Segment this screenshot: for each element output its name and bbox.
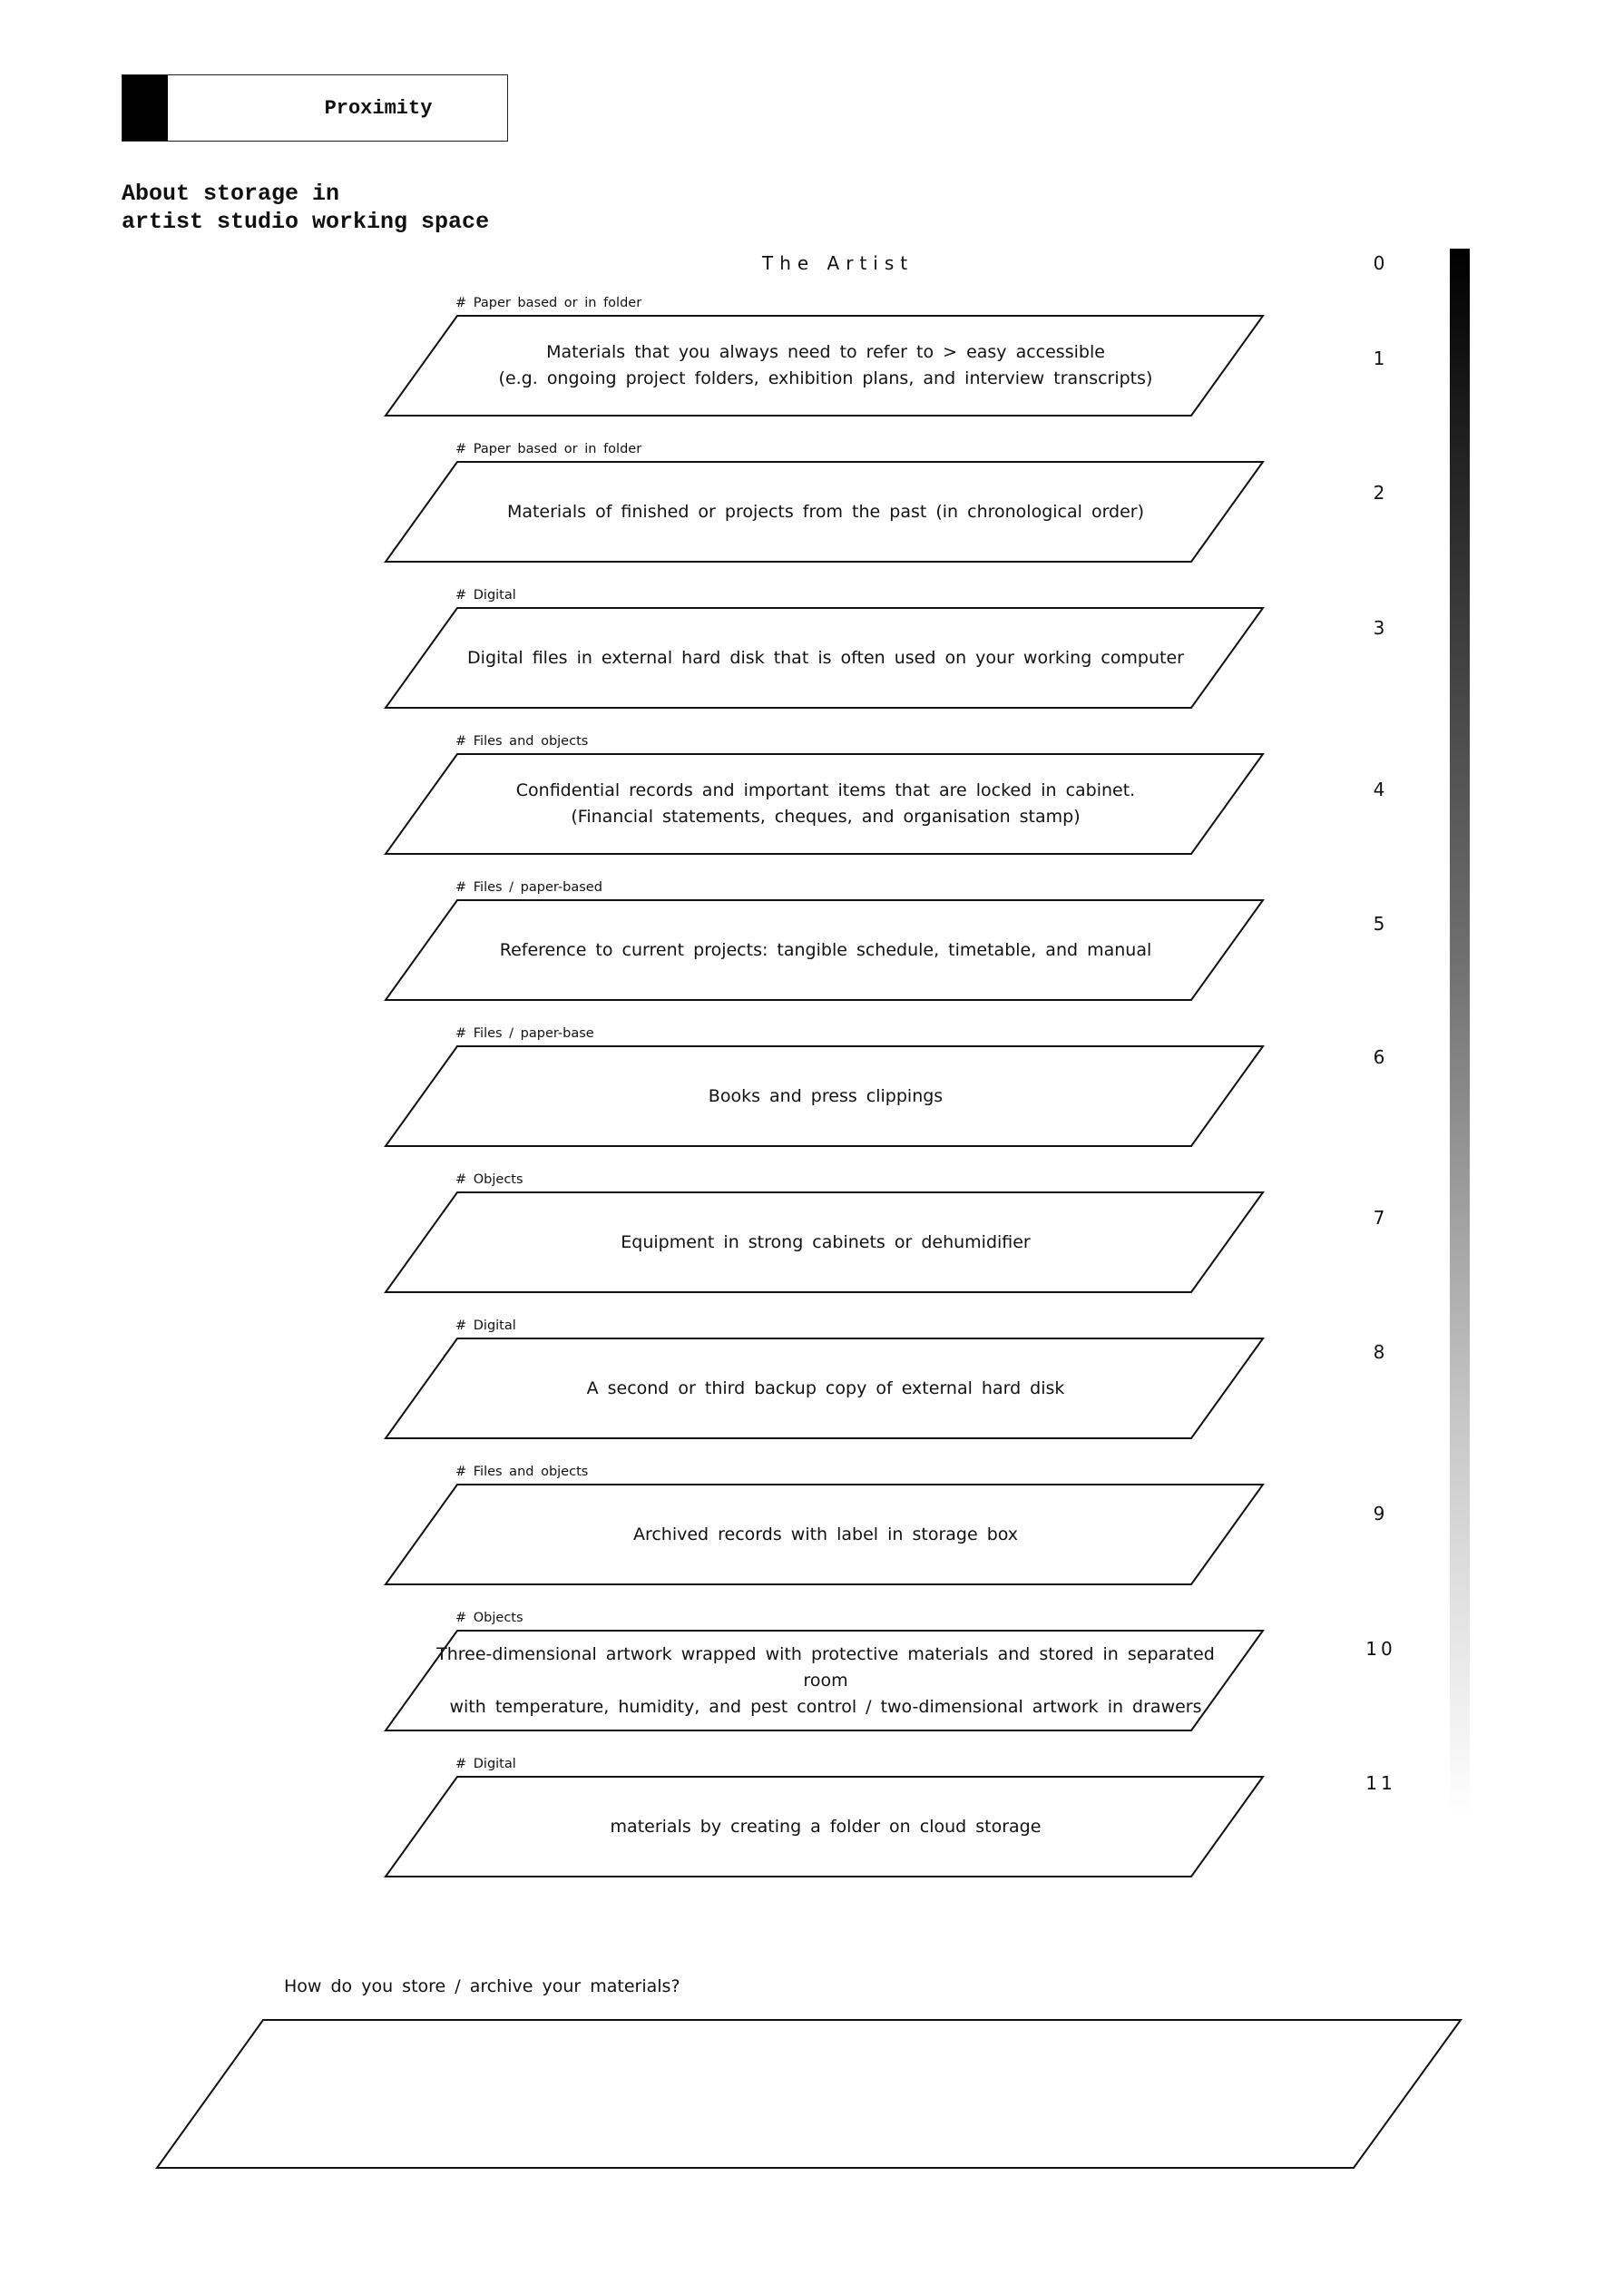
level-line-1: Three-dimensional artwork wrapped with protective materials and stored in separated room — [436, 1643, 1215, 1691]
level-line-2: (Financial statements, cheques, and organisation stamp) — [571, 807, 1081, 827]
level-line-1: Books and press clippings — [708, 1085, 944, 1106]
level-line-1: Digital files in external hard disk that is often used on your working computer — [467, 647, 1184, 668]
level-index: 10 — [1365, 1638, 1396, 1660]
level-line-2: with temperature, humidity, and pest control / two-dimensional artwork in drawers — [449, 1696, 1202, 1717]
level-line-1: Archived records with label in storage box — [632, 1524, 1019, 1544]
level-tag: # Paper based or in folder — [455, 296, 642, 310]
level-text — [435, 316, 1216, 416]
level-tag: # Files / paper-based — [455, 880, 602, 895]
level-line-1: A second or third backup copy of external hard disk — [586, 1377, 1065, 1398]
level-tag: # Files / paper-base — [455, 1026, 594, 1041]
level-text — [435, 462, 1216, 562]
level-text — [435, 754, 1216, 854]
level-text — [435, 1192, 1216, 1292]
level-index: 9 — [1373, 1503, 1389, 1524]
level-text — [435, 1777, 1216, 1877]
level-tag: # Objects — [455, 1172, 523, 1187]
level-tag: # Digital — [455, 1318, 516, 1333]
answer-field[interactable] — [272, 2029, 1379, 2183]
level-text — [435, 1485, 1216, 1584]
level-index: 5 — [1373, 913, 1389, 935]
level-text — [435, 900, 1216, 1000]
level-text — [435, 1631, 1216, 1730]
level-line-1: Materials that you always need to refer to > easy accessible — [546, 342, 1105, 362]
level-line-1: Confidential records and important items that are locked in cabinet. — [515, 780, 1136, 800]
level-line-1: materials by creating a folder on cloud storage — [610, 1816, 1042, 1837]
level-tag: # Files and objects — [455, 1465, 589, 1479]
level-index: 1 — [1373, 348, 1389, 369]
proximity-gradient-bar — [1450, 249, 1470, 1817]
top-index: 0 — [1373, 252, 1389, 274]
level-line-1: Equipment in strong cabinets or dehumidifier — [621, 1231, 1031, 1252]
level-line-1: Reference to current projects: tangible schedule, timetable, and manual — [499, 939, 1152, 960]
page-title: Proximity — [324, 96, 433, 120]
level-index: 11 — [1365, 1772, 1396, 1794]
level-text — [435, 1046, 1216, 1146]
level-text — [435, 1338, 1216, 1438]
question-label: How do you store / archive your materials? — [284, 1976, 680, 1996]
level-index: 8 — [1373, 1341, 1389, 1363]
level-tag: # Digital — [455, 1757, 516, 1771]
level-tag: # Objects — [455, 1611, 523, 1625]
top-label: The Artist — [762, 252, 915, 274]
level-index: 2 — [1373, 482, 1389, 504]
level-index: 4 — [1373, 779, 1389, 800]
level-tag: # Paper based or in folder — [455, 442, 642, 456]
level-index: 6 — [1373, 1046, 1389, 1068]
level-index: 7 — [1373, 1207, 1389, 1229]
level-tag: # Digital — [455, 588, 516, 603]
level-text — [435, 608, 1216, 708]
level-line-2: (e.g. ongoing project folders, exhibition plans, and interview transcripts) — [498, 368, 1153, 388]
page-subtitle: About storage in artist studio working space — [122, 181, 490, 235]
level-tag: # Files and objects — [455, 734, 589, 749]
level-line-1: Materials of finished or projects from the past (in chronological order) — [506, 501, 1145, 522]
level-index: 3 — [1373, 617, 1389, 639]
